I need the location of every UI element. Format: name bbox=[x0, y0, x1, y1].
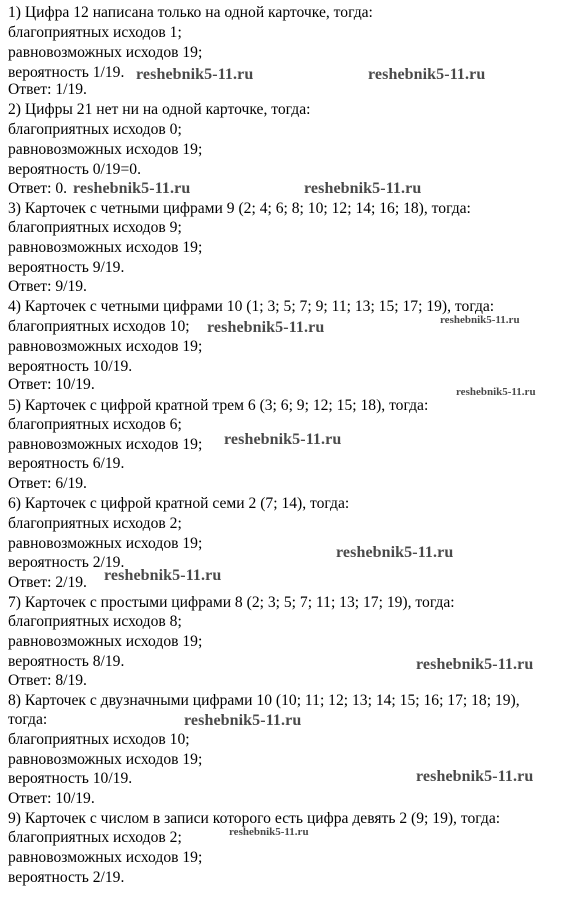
text-line: благоприятных исходов 2; bbox=[8, 829, 182, 846]
text-line: вероятность 2/19. bbox=[8, 869, 125, 886]
watermark-text: reshebnik5-11.ru bbox=[207, 319, 325, 336]
watermark-text: reshebnik5-11.ru bbox=[224, 431, 342, 448]
text-line: Ответ: 1/19. bbox=[8, 81, 87, 98]
watermark-text: reshebnik5-11.ru bbox=[416, 768, 534, 785]
text-line: Ответ: 2/19. bbox=[8, 574, 87, 591]
text-line: благоприятных исходов 8; bbox=[8, 613, 182, 630]
text-line: Ответ: 9/19. bbox=[8, 278, 87, 295]
text-line: 6) Карточек с цифрой кратной семи 2 (7; 14), тогда: bbox=[8, 495, 350, 512]
text-line: 2) Цифры 21 нет ни на одной карточке, тогда: bbox=[8, 101, 311, 118]
text-line: равновозможных исходов 19; bbox=[8, 44, 203, 61]
text-line: благоприятных исходов 10; bbox=[8, 318, 190, 335]
text-line: вероятность 9/19. bbox=[8, 259, 125, 276]
watermark-text: reshebnik5-11.ru bbox=[336, 544, 454, 561]
text-line: равновозможных исходов 19; bbox=[8, 633, 203, 650]
text-line: равновозможных исходов 19; bbox=[8, 141, 203, 158]
watermark-text: reshebnik5-11.ru bbox=[104, 567, 222, 584]
text-line: вероятность 10/19. bbox=[8, 358, 133, 375]
text-line: равновозможных исходов 19; bbox=[8, 535, 203, 552]
text-line: равновозможных исходов 19; bbox=[8, 338, 203, 355]
watermark-text: reshebnik5-11.ru bbox=[229, 826, 309, 838]
text-line: Ответ: 6/19. bbox=[8, 475, 87, 492]
text-line: благоприятных исходов 6; bbox=[8, 416, 182, 433]
text-line: благоприятных исходов 1; bbox=[8, 24, 182, 41]
text-line: 5) Карточек с цифрой кратной трем 6 (3; 6; 9; 12; 15; 18), тогда: bbox=[8, 397, 429, 414]
watermark-text: reshebnik5-11.ru bbox=[368, 66, 486, 83]
text-line: 1) Цифра 12 написана только на одной карточке, тогда: bbox=[8, 4, 373, 21]
watermark-text: reshebnik5-11.ru bbox=[456, 386, 536, 398]
watermark-text: reshebnik5-11.ru bbox=[184, 712, 302, 729]
text-line: вероятность 1/19. bbox=[8, 64, 125, 81]
text-line: вероятность 10/19. bbox=[8, 770, 133, 787]
text-line: Ответ: 10/19. bbox=[8, 376, 95, 393]
text-line: благоприятных исходов 2; bbox=[8, 515, 182, 532]
text-line: благоприятных исходов 9; bbox=[8, 219, 182, 236]
text-line: равновозможных исходов 19; bbox=[8, 436, 203, 453]
text-line: вероятность 6/19. bbox=[8, 455, 125, 472]
text-line: Ответ: 0. bbox=[8, 180, 68, 197]
watermark-text: reshebnik5-11.ru bbox=[73, 180, 191, 197]
text-line: 7) Карточек с простыми цифрами 8 (2; 3; 5; 7; 11; 13; 17; 19), тогда: bbox=[8, 594, 455, 611]
text-line: 8) Карточек с двузначными цифрами 10 (10; 11; 12; 13; 14; 15; 16; 17; 18; 19), bbox=[8, 692, 520, 709]
watermark-text: reshebnik5-11.ru bbox=[136, 66, 254, 83]
text-line: Ответ: 10/19. bbox=[8, 790, 95, 807]
watermark-text: reshebnik5-11.ru bbox=[304, 180, 422, 197]
text-line: 9) Карточек с числом в записи которого есть цифра девять 2 (9; 19), тогда: bbox=[8, 810, 501, 827]
text-line: благоприятных исходов 0; bbox=[8, 121, 182, 138]
text-line: вероятность 0/19=0. bbox=[8, 161, 141, 178]
watermark-text: reshebnik5-11.ru bbox=[440, 314, 520, 326]
text-line: равновозможных исходов 19; bbox=[8, 751, 203, 768]
text-line: Ответ: 8/19. bbox=[8, 672, 87, 689]
watermark-text: reshebnik5-11.ru bbox=[416, 656, 534, 673]
text-line: 3) Карточек с четными цифрами 9 (2; 4; 6; 8; 10; 12; 14; 16; 18), тогда: bbox=[8, 200, 471, 217]
text-line: тогда: bbox=[8, 711, 48, 728]
text-line: благоприятных исходов 10; bbox=[8, 731, 190, 748]
text-line: равновозможных исходов 19; bbox=[8, 239, 203, 256]
text-line: 4) Карточек с четными цифрами 10 (1; 3; 5; 7; 9; 11; 13; 15; 17; 19), тогда: bbox=[8, 298, 495, 315]
text-line: равновозможных исходов 19; bbox=[8, 849, 203, 866]
text-line: вероятность 8/19. bbox=[8, 653, 125, 670]
text-line: вероятность 2/19. bbox=[8, 554, 125, 571]
